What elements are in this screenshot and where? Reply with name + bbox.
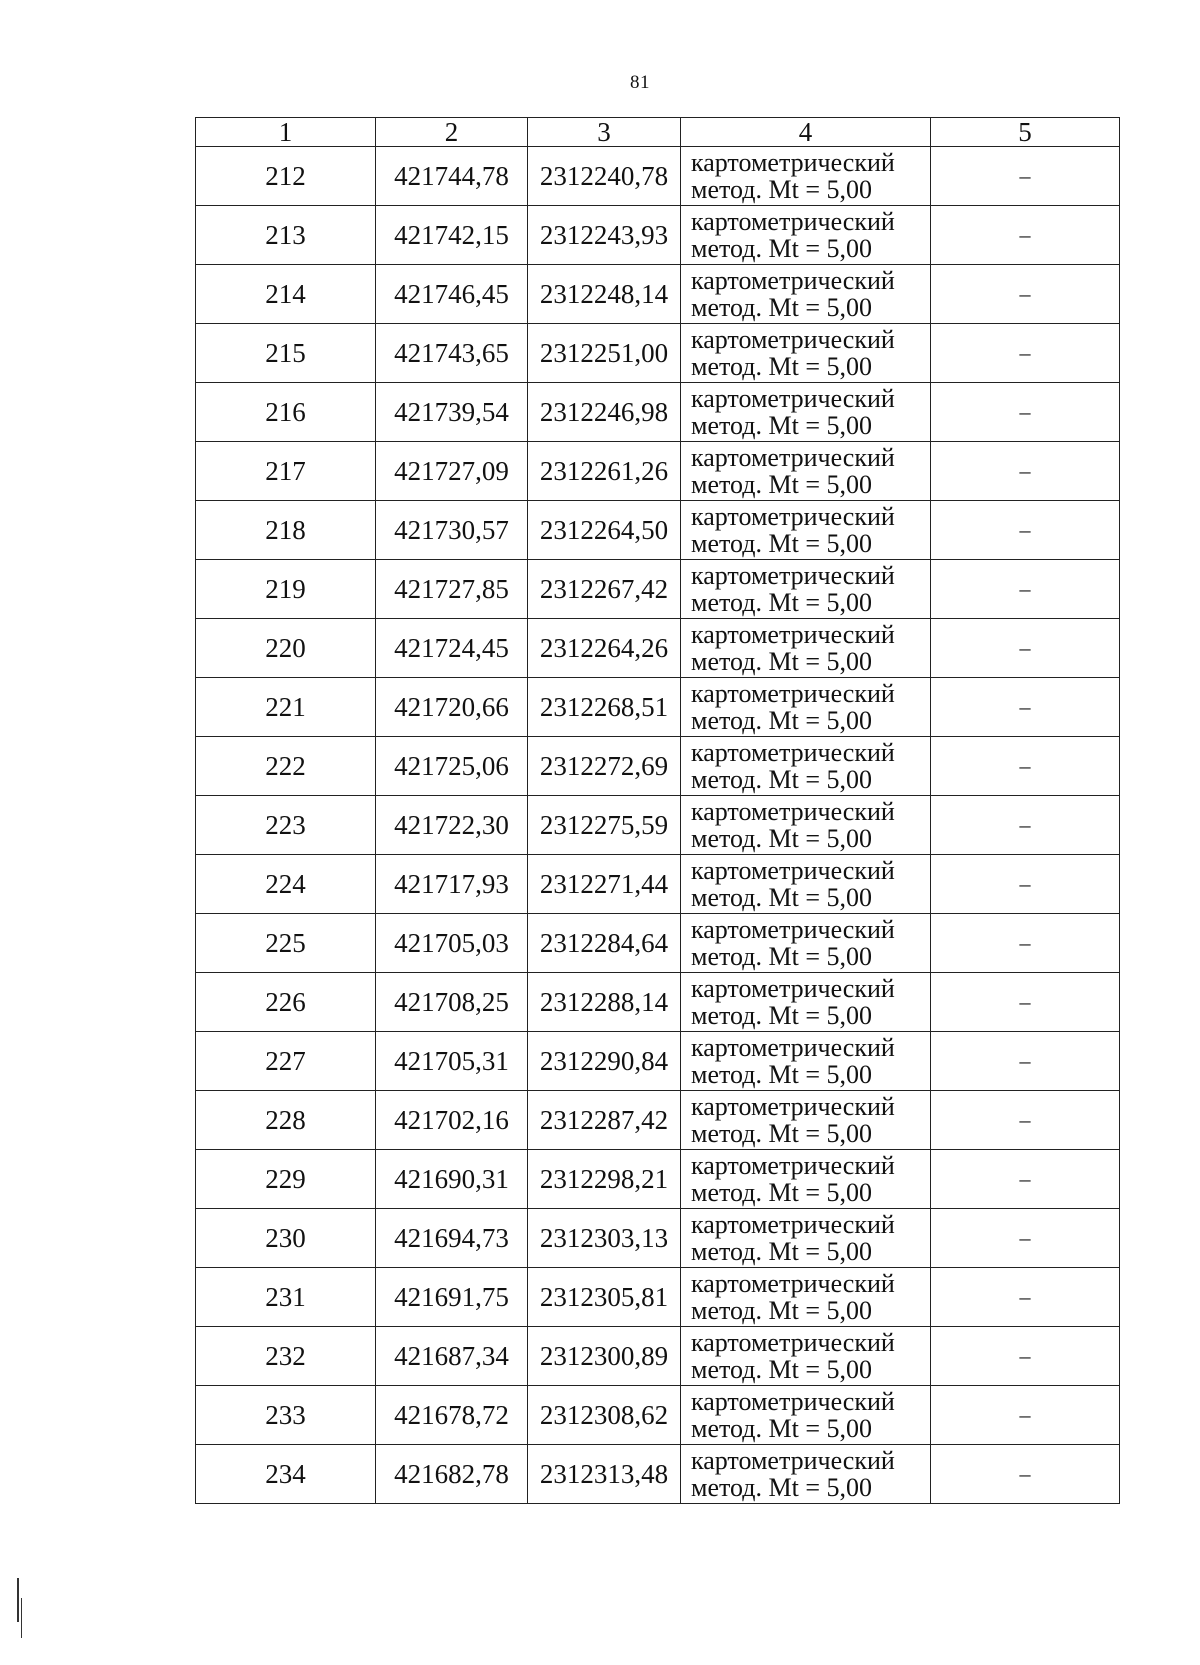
table-header-row (196, 118, 1120, 147)
method-cell (681, 678, 931, 737)
method-line-1: картометрический (691, 1446, 895, 1475)
method-line-2: метод. Mt = 5,00 (691, 1178, 872, 1207)
method-line-1: картометрический (691, 797, 895, 826)
method-cell (681, 206, 931, 265)
column-header-3: 3 (528, 118, 681, 147)
column-header-4: 4 (681, 118, 931, 147)
y-coordinate-cell: 2312275,59 (528, 796, 681, 855)
point-number-cell: 227 (196, 1032, 376, 1091)
table-row (196, 560, 1120, 619)
table-row (196, 737, 1120, 796)
column-header-5: 5 (931, 118, 1120, 147)
y-coordinate-cell: 2312240,78 (528, 147, 681, 206)
table-row (196, 1327, 1120, 1386)
y-coordinate-cell: 2312246,98 (528, 383, 681, 442)
method-cell (681, 914, 931, 973)
note-cell: – (931, 265, 1120, 324)
x-coordinate-cell: 421725,06 (376, 737, 528, 796)
method-line-2: метод. Mt = 5,00 (691, 942, 872, 971)
coordinates-table (195, 117, 1120, 1504)
table-body (196, 147, 1120, 1504)
method-line-1: картометрический (691, 1269, 895, 1298)
table-row (196, 1268, 1120, 1327)
method-line-1: картометрический (691, 1328, 895, 1357)
method-line-2: метод. Mt = 5,00 (691, 175, 872, 204)
method-line-2: метод. Mt = 5,00 (691, 293, 872, 322)
y-coordinate-cell: 2312298,21 (528, 1150, 681, 1209)
method-line-1: картометрический (691, 679, 895, 708)
point-number-cell: 221 (196, 678, 376, 737)
table-row (196, 1445, 1120, 1504)
method-cell (681, 1032, 931, 1091)
method-line-2: метод. Mt = 5,00 (691, 765, 872, 794)
x-coordinate-cell: 421727,09 (376, 442, 528, 501)
method-line-2: метод. Mt = 5,00 (691, 470, 872, 499)
note-cell: – (931, 678, 1120, 737)
table-row (196, 501, 1120, 560)
x-coordinate-cell: 421720,66 (376, 678, 528, 737)
point-number-cell: 219 (196, 560, 376, 619)
method-cell (681, 1268, 931, 1327)
point-number-cell: 234 (196, 1445, 376, 1504)
table-row (196, 855, 1120, 914)
table-row (196, 973, 1120, 1032)
page-number: 81 (630, 72, 650, 93)
method-line-2: метод. Mt = 5,00 (691, 1001, 872, 1030)
method-line-2: метод. Mt = 5,00 (691, 883, 872, 912)
table-row (196, 147, 1120, 206)
y-coordinate-cell: 2312305,81 (528, 1268, 681, 1327)
column-header-1: 1 (196, 118, 376, 147)
x-coordinate-cell: 421744,78 (376, 147, 528, 206)
method-line-1: картометрический (691, 620, 895, 649)
method-line-2: метод. Mt = 5,00 (691, 1355, 872, 1384)
method-line-1: картометрический (691, 738, 895, 767)
method-line-2: метод. Mt = 5,00 (691, 1237, 872, 1266)
x-coordinate-cell: 421746,45 (376, 265, 528, 324)
method-line-1: картометрический (691, 1092, 895, 1121)
table-row (196, 796, 1120, 855)
method-line-2: метод. Mt = 5,00 (691, 352, 872, 381)
table-row (196, 442, 1120, 501)
x-coordinate-cell: 421682,78 (376, 1445, 528, 1504)
note-cell: – (931, 324, 1120, 383)
note-cell: – (931, 1150, 1120, 1209)
table-row (196, 1209, 1120, 1268)
x-coordinate-cell: 421724,45 (376, 619, 528, 678)
y-coordinate-cell: 2312267,42 (528, 560, 681, 619)
note-cell: – (931, 501, 1120, 560)
method-line-1: картометрический (691, 207, 895, 236)
y-coordinate-cell: 2312264,26 (528, 619, 681, 678)
point-number-cell: 213 (196, 206, 376, 265)
x-coordinate-cell: 421739,54 (376, 383, 528, 442)
y-coordinate-cell: 2312272,69 (528, 737, 681, 796)
point-number-cell: 224 (196, 855, 376, 914)
y-coordinate-cell: 2312303,13 (528, 1209, 681, 1268)
y-coordinate-cell: 2312290,84 (528, 1032, 681, 1091)
point-number-cell: 218 (196, 501, 376, 560)
margin-mark (21, 1598, 22, 1638)
table-row (196, 1150, 1120, 1209)
method-line-1: картометрический (691, 1151, 895, 1180)
method-cell (681, 1091, 931, 1150)
point-number-cell: 215 (196, 324, 376, 383)
y-coordinate-cell: 2312284,64 (528, 914, 681, 973)
point-number-cell: 223 (196, 796, 376, 855)
method-line-1: картометрический (691, 561, 895, 590)
point-number-cell: 217 (196, 442, 376, 501)
x-coordinate-cell: 421742,15 (376, 206, 528, 265)
table-row (196, 324, 1120, 383)
x-coordinate-cell: 421730,57 (376, 501, 528, 560)
table-row (196, 206, 1120, 265)
x-coordinate-cell: 421702,16 (376, 1091, 528, 1150)
method-cell (681, 265, 931, 324)
method-line-1: картометрический (691, 974, 895, 1003)
method-line-1: картометрический (691, 266, 895, 295)
method-cell (681, 560, 931, 619)
method-line-1: картометрический (691, 1387, 895, 1416)
note-cell: – (931, 796, 1120, 855)
y-coordinate-cell: 2312248,14 (528, 265, 681, 324)
method-line-2: метод. Mt = 5,00 (691, 1414, 872, 1443)
note-cell: – (931, 1386, 1120, 1445)
x-coordinate-cell: 421727,85 (376, 560, 528, 619)
x-coordinate-cell: 421690,31 (376, 1150, 528, 1209)
note-cell: – (931, 914, 1120, 973)
method-cell (681, 501, 931, 560)
method-cell (681, 1445, 931, 1504)
note-cell: – (931, 560, 1120, 619)
point-number-cell: 225 (196, 914, 376, 973)
method-cell (681, 147, 931, 206)
y-coordinate-cell: 2312243,93 (528, 206, 681, 265)
point-number-cell: 220 (196, 619, 376, 678)
x-coordinate-cell: 421722,30 (376, 796, 528, 855)
point-number-cell: 216 (196, 383, 376, 442)
y-coordinate-cell: 2312264,50 (528, 501, 681, 560)
table-row (196, 265, 1120, 324)
x-coordinate-cell: 421708,25 (376, 973, 528, 1032)
method-line-2: метод. Mt = 5,00 (691, 1060, 872, 1089)
x-coordinate-cell: 421687,34 (376, 1327, 528, 1386)
note-cell: – (931, 737, 1120, 796)
margin-mark (17, 1578, 19, 1622)
method-cell (681, 1209, 931, 1268)
method-cell (681, 737, 931, 796)
x-coordinate-cell: 421717,93 (376, 855, 528, 914)
point-number-cell: 226 (196, 973, 376, 1032)
y-coordinate-cell: 2312251,00 (528, 324, 681, 383)
y-coordinate-cell: 2312300,89 (528, 1327, 681, 1386)
method-line-1: картометрический (691, 148, 895, 177)
x-coordinate-cell: 421694,73 (376, 1209, 528, 1268)
method-line-2: метод. Mt = 5,00 (691, 647, 872, 676)
method-cell (681, 1150, 931, 1209)
method-line-1: картометрический (691, 856, 895, 885)
y-coordinate-cell: 2312287,42 (528, 1091, 681, 1150)
note-cell: – (931, 1091, 1120, 1150)
x-coordinate-cell: 421743,65 (376, 324, 528, 383)
method-line-2: метод. Mt = 5,00 (691, 411, 872, 440)
point-number-cell: 231 (196, 1268, 376, 1327)
point-number-cell: 228 (196, 1091, 376, 1150)
method-line-2: метод. Mt = 5,00 (691, 1119, 872, 1148)
note-cell: – (931, 147, 1120, 206)
point-number-cell: 222 (196, 737, 376, 796)
column-header-2: 2 (376, 118, 528, 147)
table-row (196, 1386, 1120, 1445)
table-row (196, 678, 1120, 737)
note-cell: – (931, 206, 1120, 265)
method-line-1: картометрический (691, 915, 895, 944)
method-cell (681, 796, 931, 855)
note-cell: – (931, 1032, 1120, 1091)
point-number-cell: 230 (196, 1209, 376, 1268)
method-line-2: метод. Mt = 5,00 (691, 1473, 872, 1502)
method-cell (681, 324, 931, 383)
note-cell: – (931, 973, 1120, 1032)
point-number-cell: 212 (196, 147, 376, 206)
y-coordinate-cell: 2312308,62 (528, 1386, 681, 1445)
note-cell: – (931, 1445, 1120, 1504)
method-line-1: картометрический (691, 325, 895, 354)
method-cell (681, 619, 931, 678)
method-cell (681, 855, 931, 914)
method-cell (681, 1327, 931, 1386)
method-line-2: метод. Mt = 5,00 (691, 234, 872, 263)
note-cell: – (931, 1209, 1120, 1268)
method-line-2: метод. Mt = 5,00 (691, 706, 872, 735)
point-number-cell: 229 (196, 1150, 376, 1209)
note-cell: – (931, 442, 1120, 501)
y-coordinate-cell: 2312288,14 (528, 973, 681, 1032)
y-coordinate-cell: 2312271,44 (528, 855, 681, 914)
method-line-2: метод. Mt = 5,00 (691, 529, 872, 558)
x-coordinate-cell: 421691,75 (376, 1268, 528, 1327)
table-row (196, 619, 1120, 678)
method-line-1: картометрический (691, 384, 895, 413)
y-coordinate-cell: 2312268,51 (528, 678, 681, 737)
note-cell: – (931, 1327, 1120, 1386)
method-line-2: метод. Mt = 5,00 (691, 588, 872, 617)
y-coordinate-cell: 2312261,26 (528, 442, 681, 501)
method-line-1: картометрический (691, 443, 895, 472)
method-line-1: картометрический (691, 1033, 895, 1062)
method-cell (681, 383, 931, 442)
point-number-cell: 214 (196, 265, 376, 324)
method-line-2: метод. Mt = 5,00 (691, 1296, 872, 1325)
note-cell: – (931, 855, 1120, 914)
method-line-1: картометрический (691, 502, 895, 531)
method-line-1: картометрический (691, 1210, 895, 1239)
table-row (196, 383, 1120, 442)
method-cell (681, 442, 931, 501)
note-cell: – (931, 619, 1120, 678)
x-coordinate-cell: 421705,03 (376, 914, 528, 973)
table-row (196, 1091, 1120, 1150)
table-row (196, 914, 1120, 973)
note-cell: – (931, 383, 1120, 442)
x-coordinate-cell: 421678,72 (376, 1386, 528, 1445)
point-number-cell: 232 (196, 1327, 376, 1386)
point-number-cell: 233 (196, 1386, 376, 1445)
x-coordinate-cell: 421705,31 (376, 1032, 528, 1091)
method-cell (681, 973, 931, 1032)
table-row (196, 1032, 1120, 1091)
y-coordinate-cell: 2312313,48 (528, 1445, 681, 1504)
method-line-2: метод. Mt = 5,00 (691, 824, 872, 853)
method-cell (681, 1386, 931, 1445)
note-cell: – (931, 1268, 1120, 1327)
